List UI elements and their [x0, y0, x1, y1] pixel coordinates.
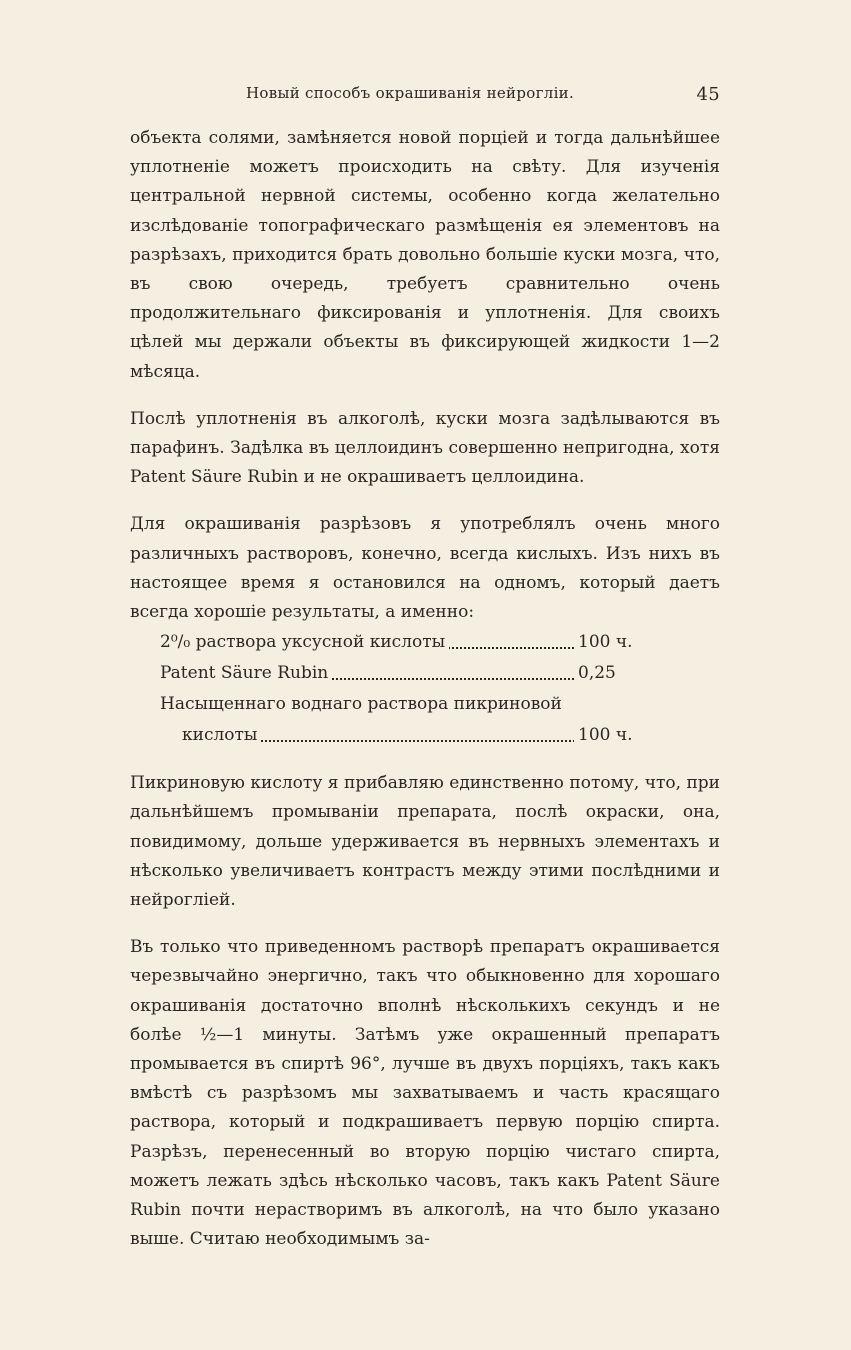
recipe-line-acetic: [160, 627, 638, 658]
recipe-amount: 100 ч.: [574, 627, 638, 658]
paragraph-4: Пикриновую кислоту я прибавляю единственно потому, что, при дальнѣйшемъ промываніи препарата, послѣ окраски, она, повидимому, дольше удерживается въ нервныхъ элементахъ и нѣсколько увеличиваетъ контрастъ между этими послѣдними и нейрогліей.: [130, 773, 720, 911]
page-header: [130, 84, 720, 110]
body-text: [130, 124, 720, 1255]
recipe-ingredient: 2⁰/₀ раствора уксусной кислоты: [160, 632, 449, 652]
running-title: Новый способъ окрашиванія нейрогліи.: [246, 84, 575, 102]
recipe-amount: 0,25: [574, 658, 638, 689]
recipe-line-picric: [182, 720, 638, 751]
paragraph-2: Послѣ уплотненія въ алкоголѣ, куски мозга задѣлываются въ парафинъ. Задѣлка въ целлоидинъ совершенно непригодна, хотя Patent Säure Rubin и не окрашиваетъ целлоидина.: [130, 408, 720, 488]
recipe-line-picric-head: Насыщеннаго воднаго раствора пикриновой: [160, 694, 562, 715]
recipe-line-rubin: [160, 658, 638, 689]
recipe-amount: 100 ч.: [574, 720, 638, 751]
recipe-ingredient: Patent Säure Rubin: [160, 663, 332, 683]
staining-recipe: [130, 627, 720, 751]
page-number: 45: [696, 84, 720, 105]
paragraph-5: Въ только что приведенномъ растворѣ препаратъ окрашивается черезвычайно энергично, такъ что обыкновенно для хорошаго окрашиванія достаточно вполнѣ нѣсколькихъ секундъ и не болѣе ½—1 минуты. Затѣмъ уже окрашенный препаратъ промывается въ спиртѣ 96°, лучше въ двухъ порціяхъ, такъ какъ вмѣстѣ съ разрѣзомъ мы захватываемъ и часть красящаго раствора, который и подкрашиваетъ первую порцію спирта. Разрѣзъ, перенесенный во вторую порцію чистаго спирта, можетъ лежать здѣсь нѣсколько часовъ, такъ какъ Patent Säure Rubin почти нерастворимъ въ алкоголѣ, на что было указано выше. Считаю необходимымъ за-: [130, 937, 720, 1250]
recipe-ingredient: кислоты: [182, 725, 261, 745]
paragraph-3: Для окрашиванія разрѣзовъ я употреблялъ очень много различныхъ растворовъ, конечно, всегда кислыхъ. Изъ нихъ въ настоящее время я остановился на одномъ, который даетъ всегда хорошіе результаты, а именно:: [130, 514, 720, 623]
paragraph-1: объекта солями, замѣняется новой порціей и тогда дальнѣйшее уплотненіе можетъ происходить на свѣту. Для изученія центральной нервной системы, особенно когда желательно изслѣдованіе топографическаго размѣщенія ея элементовъ на разрѣзахъ, приходится брать довольно большіе куски мозга, что, въ свою очередь, требуетъ сравнительно очень продолжительнаго фиксированія и уплотненія. Для своихъ цѣлей мы держали объекты въ фиксирующей жидкости 1—2 мѣсяца.: [130, 128, 720, 382]
